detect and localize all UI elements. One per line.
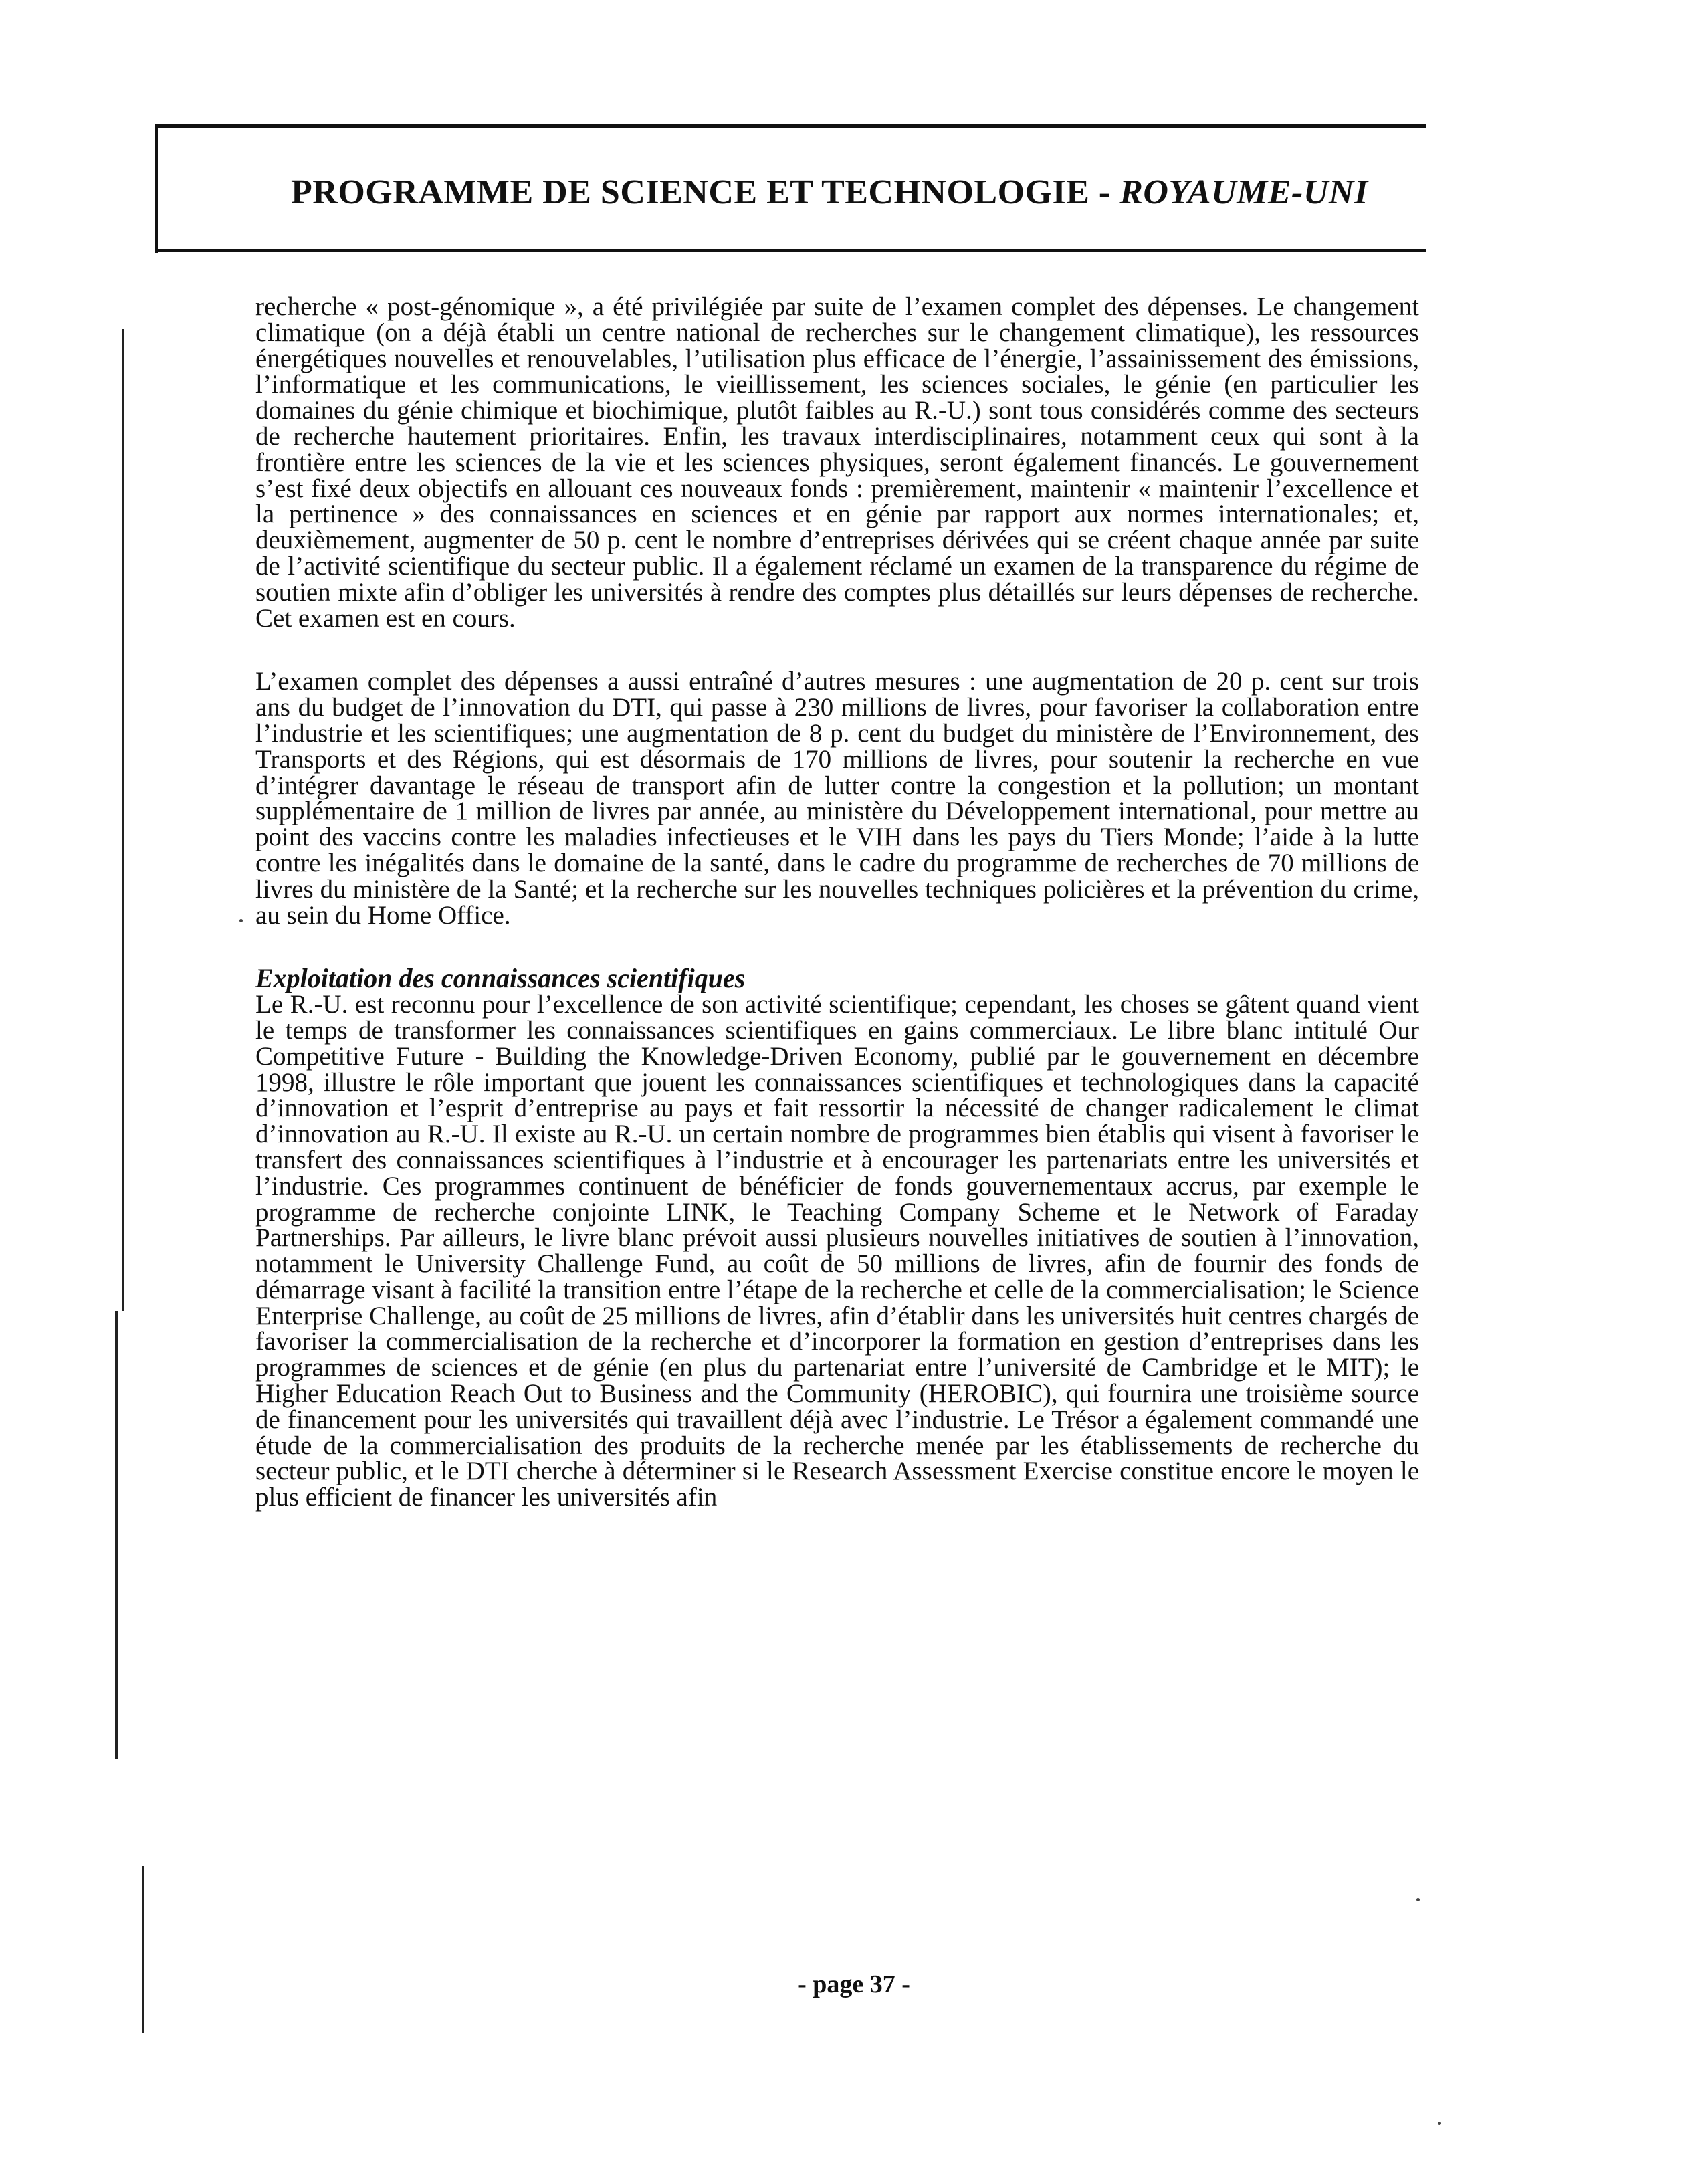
paragraph-spending-review-measures: L’examen complet des dépenses a aussi entraîné d’autres mesures : une augmentation de 20 p. cent sur trois ans du budget de l’innovation du DTI, qui passe à 230 millions de livres, pour favoriser la collaboration entre l’industrie et les scientifiques; une augmentation de 8 p. cent du budget du ministère de l’Environnement, des Transports et des Régions, qui est désormais de 170 millions de livres, pour soutenir la recherche en vue d’intégrer davantage le réseau de transport afin de lutter contre la congestion et la pollution; un montant supplémentaire de 1 million de livres par année, au ministère du Développement international, pour mettre au point des vaccins contre les maladies infectieuses et le VIH dans les pays du Tiers Monde; l’aide à la lutte contre les inégalités dans le domaine de la santé, dans le cadre du programme de recherches de 70 millions de livres du ministère de la Santé; et la recherche sur les nouvelles techniques policières et la prévention du crime, au sein du Home Office. — [255, 667, 1419, 930]
header-top-rule — [155, 124, 1426, 128]
change-bar — [142, 1866, 144, 2033]
page-number: - page 37 - — [798, 1970, 910, 1998]
page-header-title — [291, 175, 1428, 210]
change-bar — [122, 329, 124, 1311]
body-text — [255, 294, 1419, 1548]
header-title-main: PROGRAMME DE SCIENCE ET TECHNOLOGIE - — [291, 173, 1120, 211]
scan-speck — [1416, 1898, 1420, 1901]
change-bar — [115, 1311, 118, 1759]
header-bottom-rule — [155, 249, 1426, 252]
paragraph-knowledge-exploitation: Le R.-U. est reconnu pour l’excellence de son activité scientifique; cependant, les choses se gâtent quand vient le temps de transformer les connaissances scientifiques en gains commerciaux. Le libre blanc intitulé Our Competitive Future - Building the Knowledge-Driven Economy, publié par le gouvernement en décembre 1998, illustre le rôle important que jouent les connaissances scientifiques et technologiques dans la capacité d’innovation et l’esprit d’entreprise au pays et fait ressortir la nécessité de changer radicalement le climat d’innovation au R.-U. Il existe au R.-U. un certain nombre de programmes bien établis qui visent à favoriser le transfert des connaissances scientifiques à l’industrie et à encourager les partenariats entre les universités et l’industrie. Ces programmes continuent de bénéficier de fonds gouvernementaux accrus, par exemple le programme de recherche conjointe LINK, le Teaching Company Scheme et le Network of Faraday Partnerships. Par ailleurs, le livre blanc prévoit aussi plusieurs nouvelles initiatives de soutien à l’innovation, notamment le University Challenge Fund, au coût de 50 millions de livres, afin de fournir des fonds de démarrage visant à facilité la transition entre l’étape de la recherche et celle de la commercialisation; le Science Enterprise Challenge, au coût de 25 millions de livres, afin d’établir dans les universités huit centres chargés de favoriser la commercialisation de la recherche et d’incorporer la formation en gestion d’entreprises dans les programmes de sciences et de génie (en plus du partenariat entre l’université de Cambridge et le MIT); le Higher Education Reach Out to Business and the Community (HEROBIC), qui fournira une troisième source de financement pour les universités qui travaillent déjà avec l’industrie. Le Trésor a également commandé une étude de la commercialisation des produits de la recherche menée par les établissements de recherche du secteur public, et le DTI cherche à déterminer si le Research Assessment Exercise constitue encore le moyen le plus efficient de financer les universités afin — [255, 990, 1420, 1512]
header-left-rule — [155, 124, 158, 253]
scan-speck — [239, 919, 243, 922]
scan-speck — [1438, 2122, 1441, 2125]
section-heading: Exploitation des connaissances scientifiques — [255, 963, 746, 994]
paragraph-research-priorities: recherche « post-génomique », a été privilégiée par suite de l’examen complet des dépenses. Le changement climatique (on a déjà établi un centre national de recherches sur le changement climatique), les ressources énergétiques nouvelles et renouvelables, l’utilisation plus efficace de l’énergie, l’assainissement des émissions, l’informatique et les communications, le vieillissement, les sciences sociales, le génie (en particulier les domaines du génie chimique et biochimique, plutôt faibles au R.-U.) sont tous considérés comme des secteurs de recherche hautement prioritaires. Enfin, les travaux interdisciplinaires, notamment ceux qui sont à la frontière entre les sciences de la vie et les sciences physiques, seront également financés. Le gouvernement s’est fixé deux objectifs en allouant ces nouveaux fonds : premièrement, maintenir « maintenir l’excellence et la pertinence » des connaissances en sciences et en génie par rapport aux normes internationales; et, deuxièmement, augmenter de 50 p. cent le nombre d’entreprises dérivées qui se créent chaque année par suite de l’activité scientifique du secteur public. Il a également réclamé un examen de la transparence du régime de soutien mixte afin d’obliger les universités à rendre des comptes plus détaillés sur leurs dépenses de recherche. Cet examen est en cours. — [255, 292, 1419, 633]
header-title-country: ROYAUME-UNI — [1119, 173, 1368, 211]
